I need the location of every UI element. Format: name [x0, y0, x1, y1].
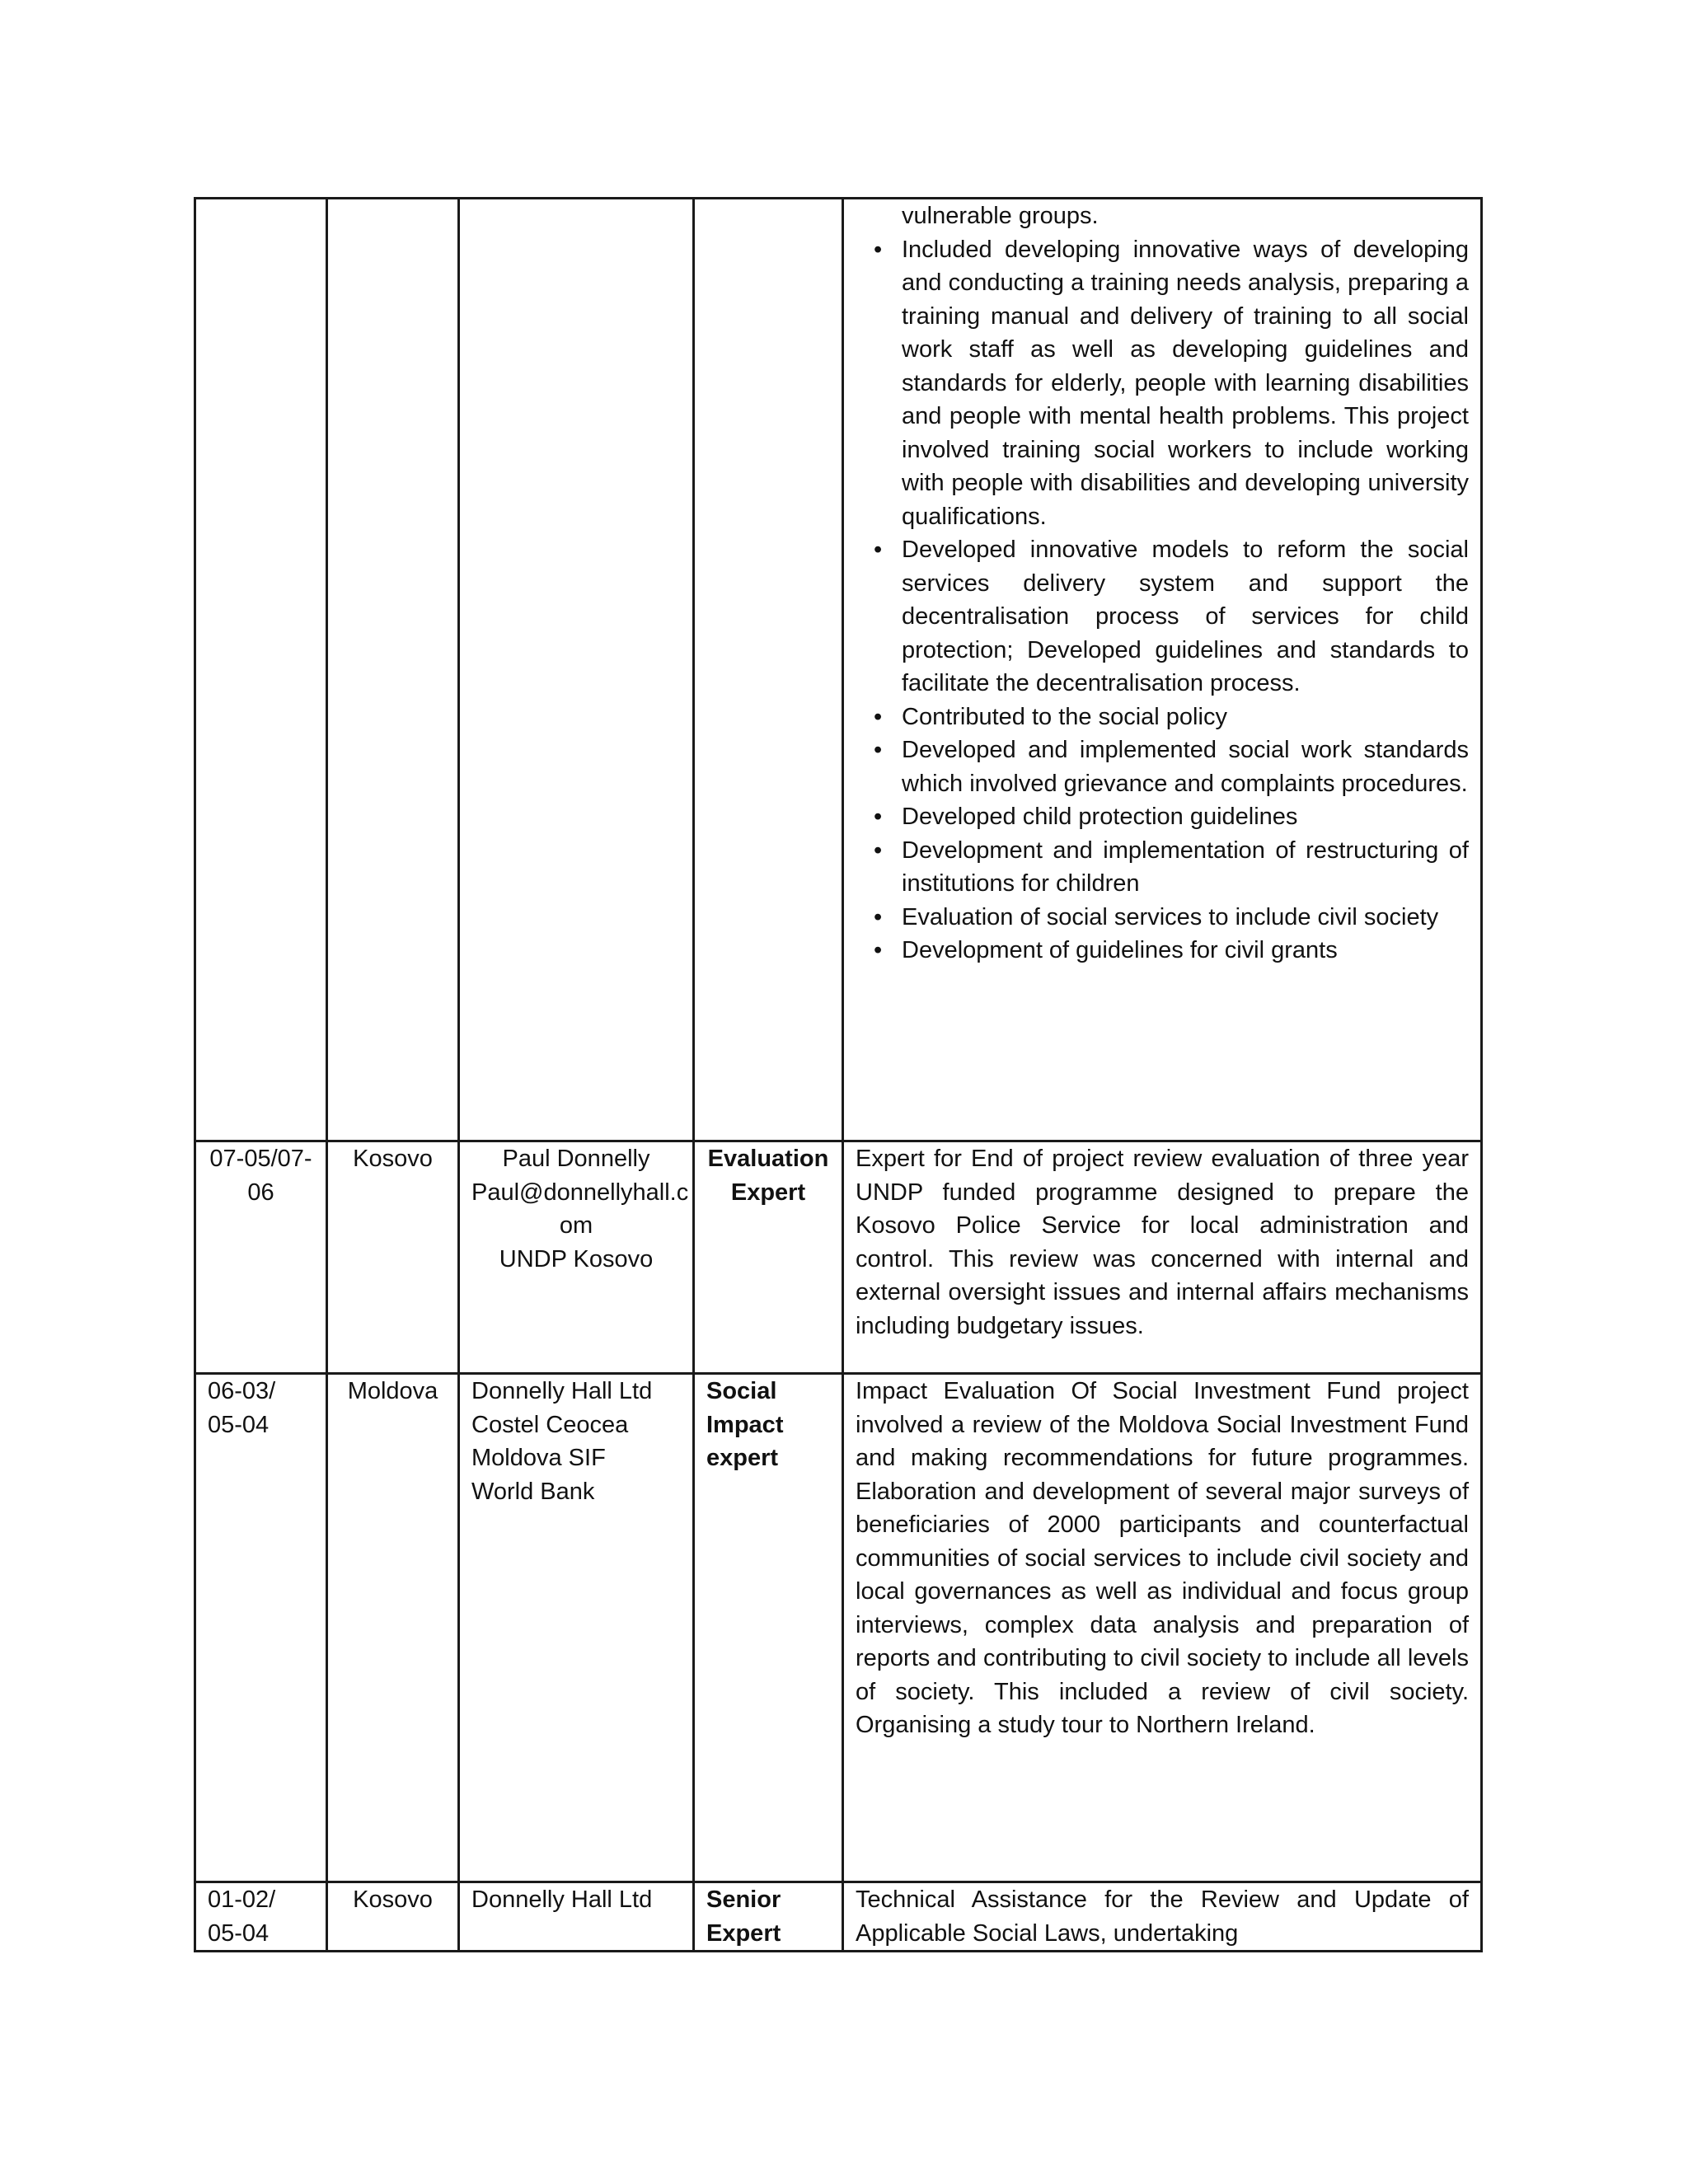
list-item: • Included developing innovative ways of developing and conducting a training needs analysis, preparing a training manual and delivery of training to all social work staff as well as developing guidelines and standards for elderly, people with learning disabilities and people with mental health problems. This project involved training social workers to include working with people with disabilities and developing university qualifications.	[879, 233, 1469, 534]
role-line: Social	[706, 1378, 777, 1404]
description-lead: vulnerable groups.	[902, 203, 1099, 229]
list-item: • Development and implementation of restructuring of institutions for children	[879, 834, 1469, 901]
list-item: • Developed and implemented social work standards which involved grievance and complaints procedures.	[879, 733, 1469, 800]
role-line: Expert	[706, 1919, 781, 1947]
client-line: Paul Donnelly	[502, 1146, 650, 1172]
list-item: • Development of guidelines for civil grants	[879, 934, 1469, 968]
table-row	[195, 1882, 1482, 1952]
client-cell	[459, 199, 694, 1141]
client-line: Donnelly Hall Ltd	[471, 1378, 653, 1404]
role-line: Evaluation	[707, 1146, 829, 1172]
client-cell	[459, 1141, 694, 1374]
description-bullets	[856, 233, 1469, 968]
role-cell	[694, 1882, 843, 1952]
client-line: World Bank	[471, 1478, 595, 1505]
role-line: expert	[706, 1445, 779, 1471]
role-line: Senior	[706, 1886, 781, 1913]
role-cell	[694, 1141, 843, 1374]
country-cell: Kosovo	[327, 1141, 459, 1374]
client-cell	[459, 1882, 694, 1952]
table-row	[195, 1141, 1482, 1374]
client-line: om	[559, 1212, 593, 1239]
client-cell	[459, 1374, 694, 1882]
date-cell: 06-03/ 05-04	[195, 1374, 327, 1882]
client-line: Costel Ceocea	[471, 1411, 629, 1438]
description-cell: Expert for End of project review evaluation of three year UNDP funded programme designed to prepare the Kosovo Police Service for local administration and control. This review was concerned with internal and external oversight issues and internal affairs mechanisms including budgetary issues.	[843, 1141, 1482, 1374]
experience-table	[194, 197, 1483, 1952]
description-cell: Impact Evaluation Of Social Investment Fund project involved a review of the Moldova Social Investment Fund and making recommendations for future programmes. Elaboration and development of several major surveys of beneficiaries of 2000 participants and counterfactual communities of social services to include civil society and local governances as well as individual and focus group interviews, complex data analysis and preparation of reports and contributing to civil society to include all levels of society. This included a review of civil society. Organising a study tour to Northern Ireland.	[843, 1374, 1482, 1882]
description-cell: Technical Assistance for the Review and Update of Applicable Social Laws, undertaking	[843, 1882, 1482, 1952]
role-line: Impact	[706, 1411, 784, 1438]
list-item: • Developed innovative models to reform the social services delivery system and support the decentralisation process of services for child protection; Developed guidelines and standards to facilitate the decentralisation process.	[879, 533, 1469, 701]
list-item: • Evaluation of social services to include civil society	[879, 901, 1469, 935]
list-item: • Developed child protection guidelines	[879, 800, 1469, 834]
role-cell	[694, 1374, 843, 1882]
description-cell	[843, 199, 1482, 1141]
country-cell	[327, 199, 459, 1141]
country-cell: Moldova	[327, 1374, 459, 1882]
list-item: • Contributed to the social policy	[879, 701, 1469, 734]
role-line: Expert	[730, 1179, 806, 1206]
role-cell	[694, 199, 843, 1141]
client-line: Moldova SIF	[471, 1445, 606, 1471]
date-cell: 01-02/ 05-04	[195, 1882, 327, 1952]
country-cell: Kosovo	[327, 1882, 459, 1952]
client-line: UNDP Kosovo	[499, 1245, 654, 1272]
client-line: Paul@donnellyhall.c	[471, 1179, 689, 1206]
date-cell	[195, 199, 327, 1141]
client-line: Donnelly Hall Ltd	[471, 1886, 653, 1913]
table-row	[195, 199, 1482, 1141]
table-row	[195, 1374, 1482, 1882]
date-cell: 07-05/07-06	[195, 1141, 327, 1374]
